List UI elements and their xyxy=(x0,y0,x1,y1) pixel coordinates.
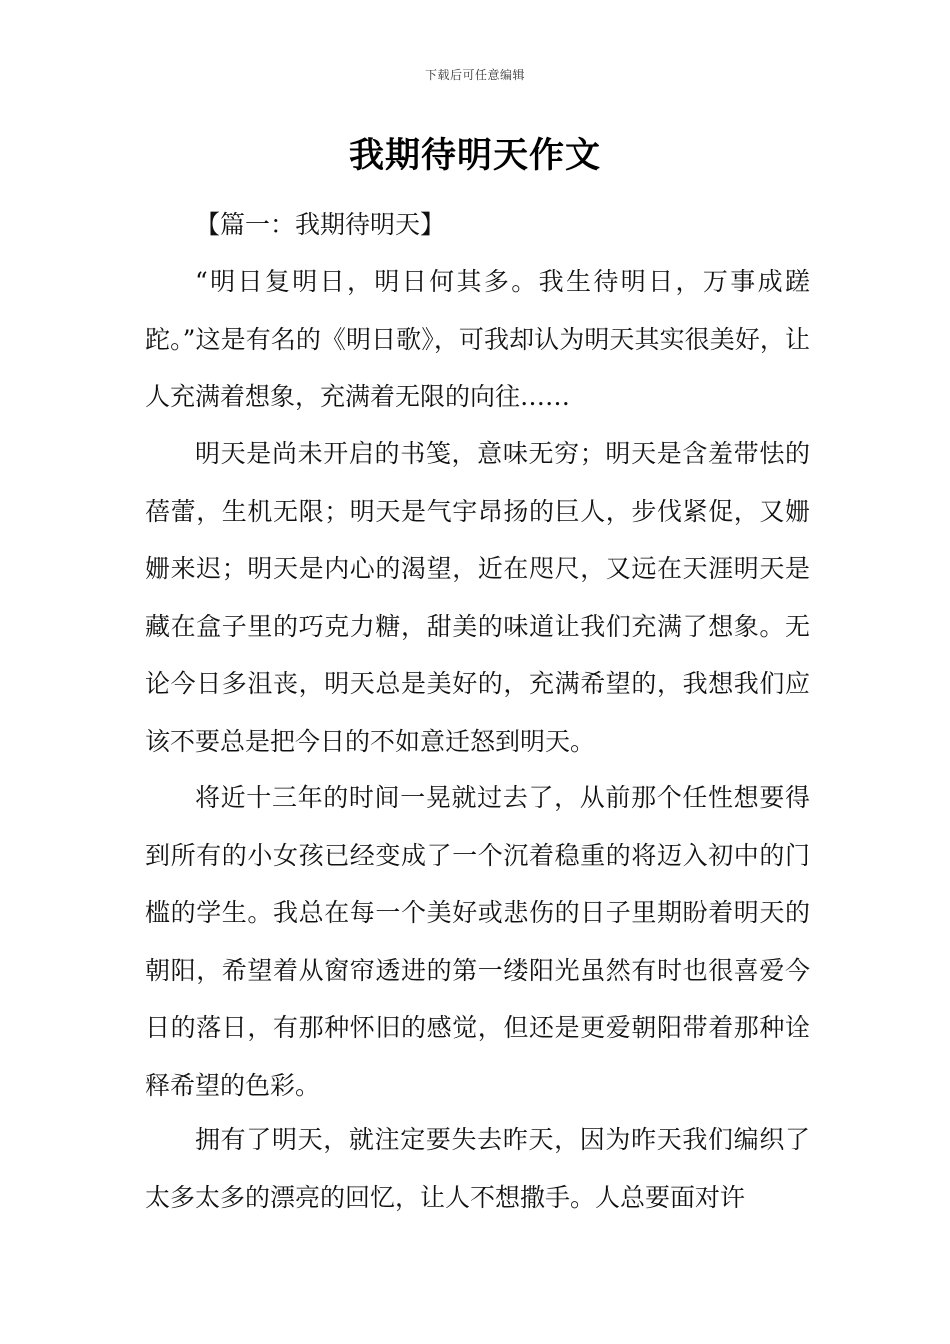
paragraph-2-container xyxy=(145,425,810,770)
paragraph-3-container xyxy=(145,769,810,1114)
section-heading: 【篇一：我期待明天】 xyxy=(195,210,446,239)
page-header-note: 下载后可任意编辑 xyxy=(424,68,525,82)
document-title: 我期待明天作文 xyxy=(348,136,601,176)
paragraph-3: 将近十三年的时间一晃就过去了，从前那个任性想要得到所有的小女孩已经变成了一个沉着稳重的将迈入初中的门槛的学生。我总在每一个美好或悲伤的日子里期盼着明天的朝阳，希望着从窗帘透进的第一缕阳光虽然有时也很喜爱今日的落日，有那种怀旧的感觉，但还是更爱朝阳带着那种诠释希望的色彩。 xyxy=(145,783,810,1100)
paragraph-4-container xyxy=(145,1111,810,1226)
paragraph-4: 拥有了明天，就注定要失去昨天，因为昨天我们编织了太多太多的漂亮的回忆，让人不想撒手。人总要面对许 xyxy=(145,1125,810,1212)
paragraph-1: “明日复明日，明日何其多。我生待明日，万事成蹉跎。”这是有名的《明日歌》，可我却认为明天其实很美好，让人充满着想象，充满着无限的向往…… xyxy=(145,267,810,411)
paragraph-2: 明天是尚未开启的书笺，意味无穷；明天是含羞带怯的蓓蕾，生机无限；明天是气宇昂扬的巨人，步伐紧促，又姗姗来迟；明天是内心的渴望，近在咫尺，又远在天涯明天是藏在盒子里的巧克力糖，甜美的味道让我们充满了想象。无论今日多沮丧，明天总是美好的，充满希望的，我想我们应该不要总是把今日的不如意迁怒到明天。 xyxy=(145,439,810,756)
paragraph-1-container xyxy=(145,253,810,426)
